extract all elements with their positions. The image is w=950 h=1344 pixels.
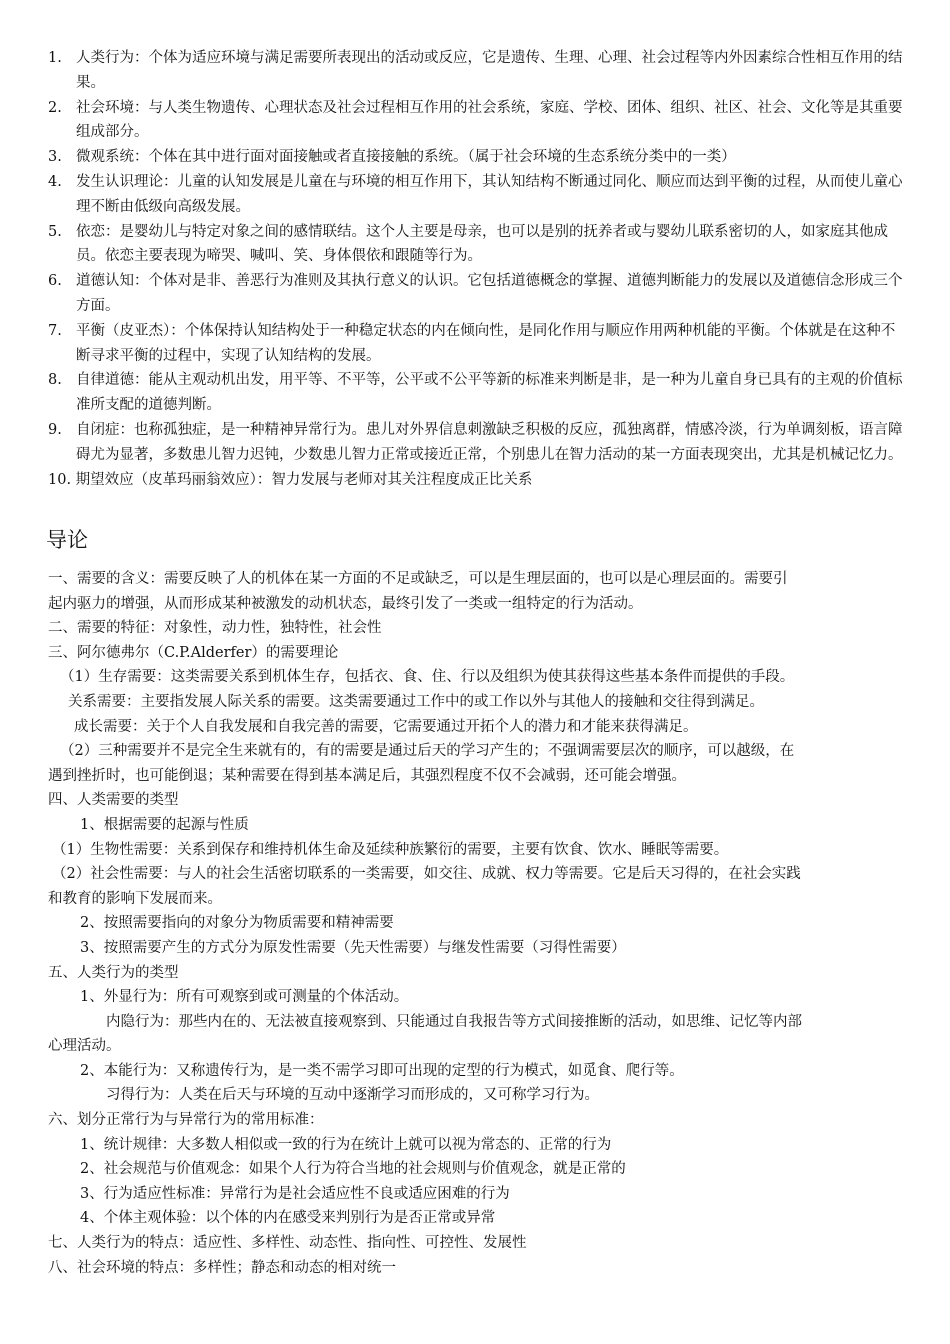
definition-item-8 [48,368,908,418]
text-line: 1、外显行为：所有可观察到或可测量的个体活动。 [80,989,409,1006]
text-line: 三、阿尔德弗尔（C.P.Alderfer）的需要理论 [48,644,339,661]
text-line: 成长需要：关于个人自我发展和自我完善的需要，它需要通过开拓个人的潜力和才能来获得满足。 [74,718,698,735]
definition-item-6 [48,269,908,319]
item-number: 1. [48,50,62,66]
text-line: 关系需要：主要指发展人际关系的需要。这类需要通过工作中的或工作以外与其他人的接触和交往得到满足。 [68,693,764,710]
text-line: （2）社会性需要：与人的社会生活密切联系的一类需要，如交往、成就、权力等需要。它是后天习得的，在社会实践 [52,866,801,883]
definition-text: 人类行为：个体为适应环境与满足需要所表现出的活动或反应，它是遗传、生理、心理、社会过程等内外因素综合性相互作用的结果。 [76,50,903,91]
definition-text: 自律道德：能从主观动机出发，用平等、不平等，公平或不公平等新的标准来判断是非，是一种为儿童自身已具有的主观的价值标准所支配的道德判断。 [76,372,903,414]
definition-list [48,46,908,492]
text-line: 4、个体主观体验：以个体的内在感受来判别行为是否正常或异常 [80,1210,496,1227]
text-line: 遇到挫折时，也可能倒退；某种需要在得到基本满足后，其强烈程度不仅不会减弱，还可能会增强。 [48,767,686,784]
item-number: 4. [48,173,62,190]
text-line: （1）生物性需要：关系到保存和维持机体生命及延续种族繁衍的需要，主要有饮食、饮水、睡眠等需要。 [52,841,729,858]
item-number: 2. [48,99,62,116]
text-line: 习得行为：人类在后天与环境的互动中逐渐学习而形成的，又可称学习行为。 [106,1087,599,1104]
text-line: 2、本能行为：又称遗传行为，是一类不需学习即可出现的定型的行为模式，如觅食、爬行等。 [80,1062,684,1079]
text-line: （1）生存需要：这类需要关系到机体生存，包括衣、食、住、行以及组织为使其获得这些基本条件而提供的手段。 [60,669,795,686]
text-line: 心理活动。 [48,1038,121,1055]
definition-text: 平衡（皮亚杰）：个体保持认知结构处于一种稳定状态的内在倾向性，是同化作用与顺应作用两种机能的平衡。个体就是在这种不断寻求平衡的过程中，实现了认知结构的发展。 [76,322,896,364]
text-line: 八、社会环境的特点：多样性；静态和动态的相对统一 [48,1259,396,1276]
text-line: 内隐行为：那些内在的、无法被直接观察到、只能通过自我报告等方式间接推断的活动，如思维、记忆等内部 [106,1013,802,1030]
text-line: 3、行为适应性标准：异常行为是社会适应性不良或适应困难的行为 [80,1185,510,1202]
section-heading: 导论 [46,528,88,552]
text-line: 和教育的影响下发展而来。 [48,890,222,907]
definition-text: 社会环境：与人类生物遗传、心理状态及社会过程相互作用的社会系统，家庭、学校、团体、组织、社区、社会、文化等是其重要组成部分。 [76,99,903,141]
text-line: 四、人类需要的类型 [48,792,179,809]
definition-item-3 [48,145,908,170]
definition-item-9 [48,418,908,468]
text-line: 2、按照需要指向的对象分为物质需要和精神需要 [80,915,394,932]
text-line: 二、需要的特征：对象性，动力性，独特性，社会性 [48,620,382,637]
definition-text: 道德认知：个体对是非、善恶行为准则及其执行意义的认识。它包括道德概念的掌握、道德判断能力的发展以及道德信念形成三个方面。 [76,273,903,314]
definition-item-10 [48,468,908,493]
definition-item-4 [48,170,908,220]
text-line: 六、划分正常行为与异常行为的常用标准： [48,1112,324,1129]
text-line: 2、社会规范与价值观念：如果个人行为符合当地的社会规则与价值观念，就是正常的 [80,1161,626,1178]
text-line: （2）三种需要并不是完全生来就有的，有的需要是通过后天的学习产生的；不强调需要层次的顺序，可以越级，在 [60,743,795,760]
definition-item-1 [48,46,908,96]
definition-text: 微观系统：个体在其中进行面对面接触或者直接接触的系统。（属于社会环境的生态系统分类中的一类） [76,149,736,166]
item-number: 5. [48,223,62,240]
item-number: 10. [48,471,72,488]
text-line: 起内驱力的增强，从而形成某种被激发的动机状态，最终引发了一类或一组特定的行为活动。 [48,595,643,612]
item-number: 9. [48,421,62,438]
item-number: 6. [48,273,62,290]
text-line: 一、需要的含义：需要反映了人的机体在某一方面的不足或缺乏，可以是生理层面的，也可以是心理层面的。需要引 [48,571,788,587]
text-line: 五、人类行为的类型 [48,964,179,981]
item-number: 3. [48,149,62,166]
text-line: 1、统计规律：大多数人相似或一致的行为在统计上就可以视为常态的、正常的行为 [80,1136,612,1153]
item-number: 8. [48,372,62,389]
definition-text: 自闭症：也称孤独症，是一种精神异常行为。患儿对外界信息刺激缺乏积极的反应，孤独离群，情感冷淡，行为单调刻板，语言障碍尤为显著，多数患儿智力迟钝，少数患儿智力正常或接近正常，个别患儿在智力活动的某一方面表现突出，尤其是机械记忆力。 [76,421,903,463]
definition-item-5 [48,220,908,270]
item-number: 7. [48,322,62,339]
text-line: 1、根据需要的起源与性质 [80,816,249,833]
definition-text: 发生认识理论：儿童的认知发展是儿童在与环境的相互作用下，其认知结构不断通过同化、顺应而达到平衡的过程，从而使儿童心理不断由低级向高级发展。 [76,173,903,215]
text-line: 3、按照需要产生的方式分为原发性需要（先天性需要）与继发性需要（习得性需要） [80,939,626,956]
definition-text: 依恋：是婴幼儿与特定对象之间的感情联结。这个人主要是母亲，也可以是别的抚养者或与婴幼儿联系密切的人，如家庭其他成员。依恋主要表现为啼哭、喊叫、笑、身体偎依和跟随等行为。 [76,223,888,265]
definition-item-2 [48,96,908,146]
text-line: 七、人类行为的特点：适应性、多样性、动态性、指向性、可控性、发展性 [48,1235,527,1252]
definition-text: 期望效应（皮革玛丽翁效应）：智力发展与老师对其关注程度成正比关系 [75,471,533,488]
definition-item-7 [48,319,908,369]
intro-body [48,567,944,1280]
